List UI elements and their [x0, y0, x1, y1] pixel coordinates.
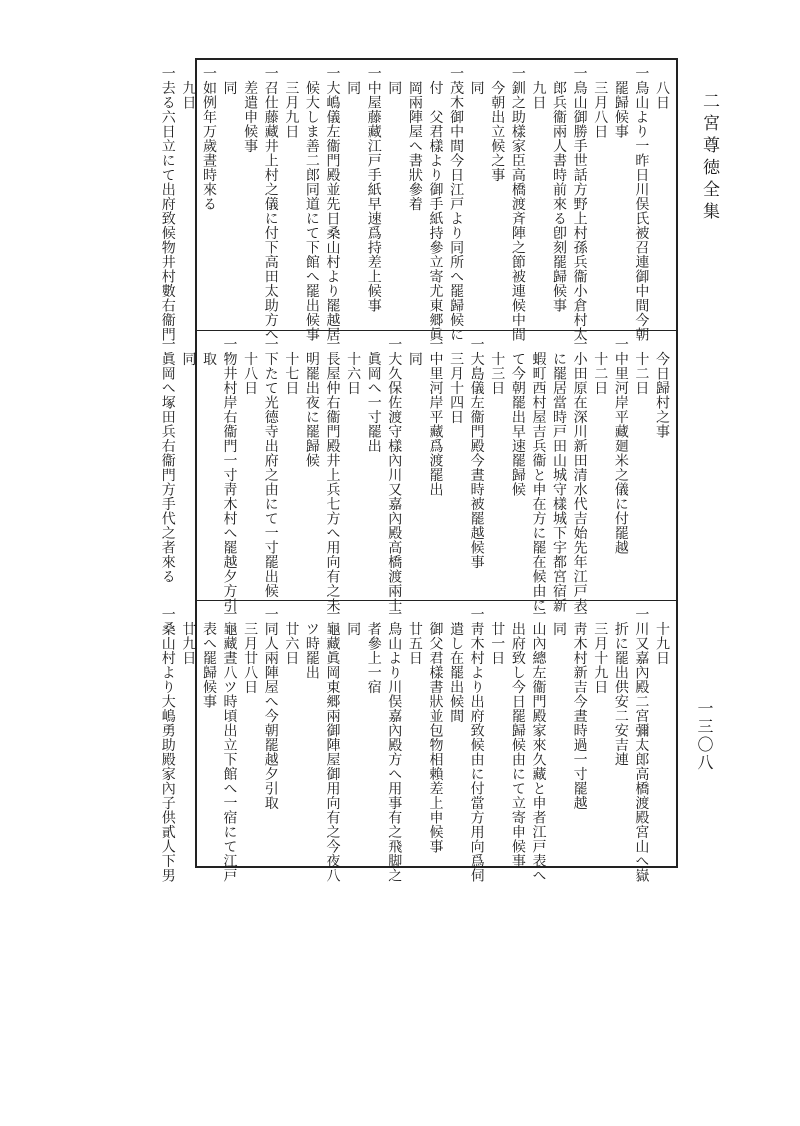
band-middle-text: 今日歸村之事 十二日 一中里河岸平藏廻米之儀に付罷越 十二日 一小田原在深川新田清水代吉始先年江戸表 に罷居當時戸田山城守樣城下宇都宮宿新 蝦町西村屋吉兵衞と申在方に罷在候由に て今朝罷出早速罷歸候 十三日 一大島儀左衞門殿今晝時被罷越候事 三月十四日 一中里河岸平藏爲渡罷出 同 一大久保佐渡守樣內川又嘉內殿高橋渡兩士 眞岡へ一寸罷出 十六日 一長屋仲右衞門殿井上兵七方へ用向有之未 明罷出夜に罷歸候 十七日 一下たて光德寺出府之由にて一寸罷出候 十八日 一物井村岸右衞門一寸靑木村へ罷越夕方引 取 同 一眞岡へ塚田兵右衞門方手代之者來る — [159, 337, 670, 613]
band-bottom-text: 十九日 一川又嘉內殿二宮彌太郎高橋渡殿宮山へ嶽 折に罷出供安二安吉連 三月十九日 一靑木村新吉今晝時過一寸罷越 同 一山內總左衞門殿家來久藏と申者江戸表へ 出府致し今日罷歸候由にて立寄申候事 廿一日 一靑木村より出府致候由に付當方用向爲伺 遣し在罷出候間 御父君樣書狀並包物相賴差上申候事 廿五日 一鳥山より川俣嘉內殿方へ用事有之飛脚之 者參上一宿 同 一龜藏眞岡東郷兩御陣屋御用向有之今夜八 ツ時罷出 廿六日 一同人兩陣屋へ今朝罷越夕引取 三月廿八日 一龜藏晝八ツ時頃出立下館へ一宿にて江戸 表へ罷歸候事 廿九日 一桑山村より大嶋勇助殿家內子供貳人下男 — [159, 607, 670, 883]
band-top-text: 八日 一鳥山より一昨日川俣氏被召連御中間今朝 罷歸候事 三月八日 一鳥山御勝手世話方野上村孫兵衞小倉村太 郎兵衞兩人書時前來る卽刻罷歸候事 九日 一釧之助樣家臣高橋渡斉陣之節被連候中間 今朝出立候之事 同 一茂木御中間今日江戸より同所へ罷歸候に 付 父君樣より御手紙持參立寄尤東郷眞 岡兩陣屋へ書狀參着 同 一中屋藤藏江戸手紙早速爲持差上候事 同 一大嶋儀左衞門殿並先日桑山村より罷越居 候大しま善二郎同道にて下館へ罷出候事 三月九日 一召仕藤藏井上村之儀に付下高田太助方へ 差遣申候事 同 一如例年万歲晝時來る 九日 一去る六日立にて出府致候物井村數右衞門 — [159, 66, 670, 342]
page-number: 一三〇八 — [695, 700, 714, 772]
text-band-top — [159, 60, 676, 342]
text-frame — [159, 58, 678, 883]
text-band-bottom — [159, 600, 676, 883]
running-header-title: 二宮尊徳全集 — [699, 92, 719, 224]
text-band-middle — [159, 330, 676, 613]
